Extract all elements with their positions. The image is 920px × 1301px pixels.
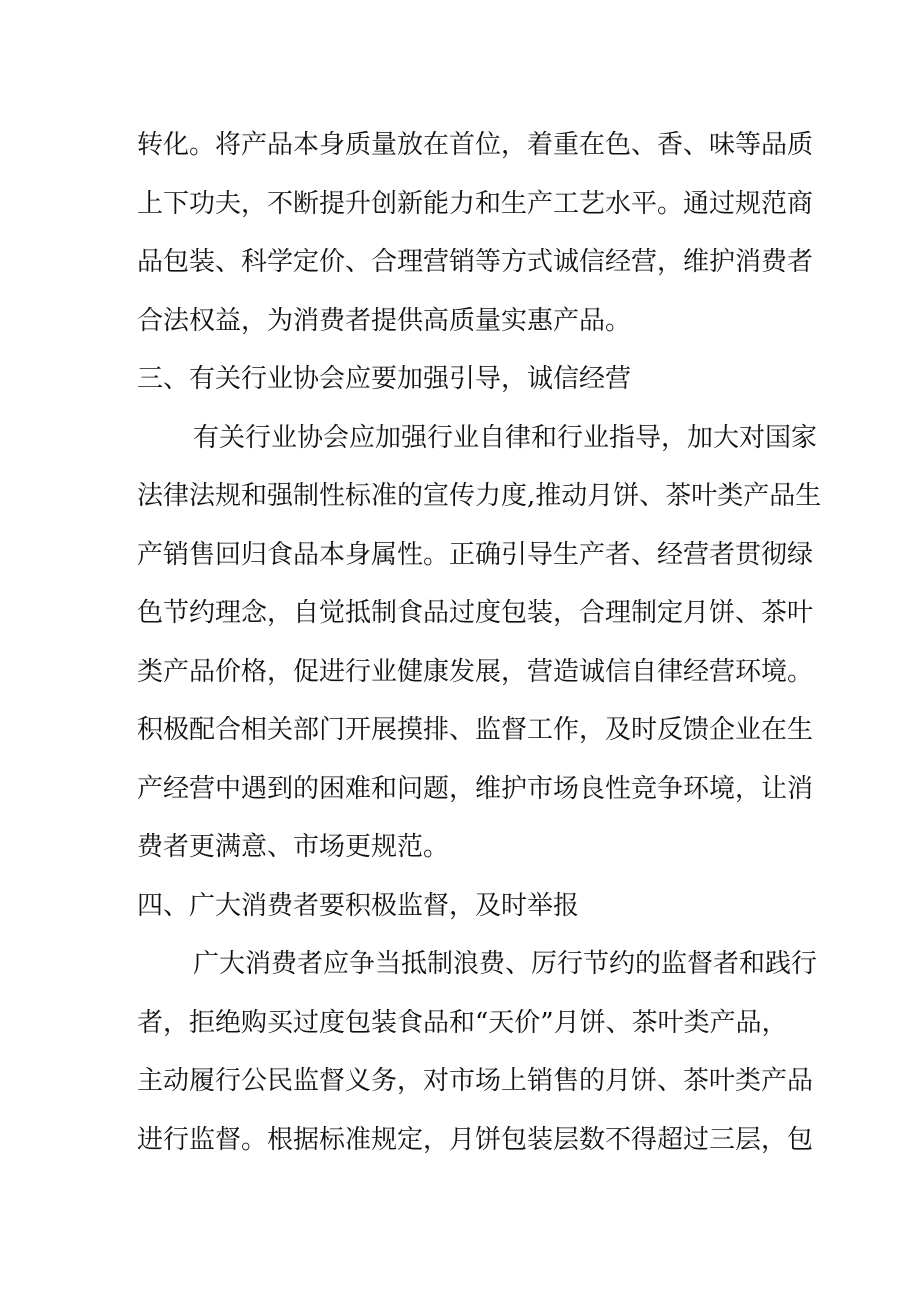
text-line: 积极配合相关部门开展摸排、监督工作，及时反馈企业在生 [137,715,814,745]
text-line: 转化。将产品本身质量放在首位，着重在色、香、味等品质 [137,130,814,160]
text-line: 色节约理念，自觉抵制食品过度包装，合理制定月饼、茶叶 [137,598,814,628]
paragraph-3 [137,935,818,1169]
paragraph-1 [137,116,814,350]
paragraph-2 [137,409,822,877]
section-heading-3: 三、有关行业协会应要加强引导，诚信经营 [137,364,632,394]
text-line: 进行监督。根据标准规定，月饼包装层数不得超过三层，包 [137,1124,814,1155]
section-heading-4: 四、广大消费者要积极监督，及时举报 [137,890,580,921]
text-line: 者，拒绝购买过度包装食品和“天价”月饼、茶叶类产品， [137,1007,788,1038]
document-body [137,116,822,1169]
text-line: 类产品价格，促进行业健康发展，营造诚信自律经营环境。 [137,656,814,687]
text-line: 费者更满意、市场更规范。 [137,832,450,862]
text-line: 主动履行公民监督义务，对市场上销售的月饼、茶叶类产品 [137,1066,814,1096]
text-line: 上下功夫，不断提升创新能力和生产工艺水平。通过规范商 [137,188,814,219]
text-line: 产销售回归食品本身属性。正确引导生产者、经营者贯彻绿 [137,539,814,570]
text-line: 合法权益，为消费者提供高质量实惠产品。 [137,305,632,336]
text-line: 广大消费者应争当抵制浪费、厉行节约的监督者和践行 [193,949,818,979]
text-line: 有关行业协会应加强行业自律和行业指导，加大对国家 [193,422,818,453]
text-line: 品包装、科学定价、合理营销等方式诚信经营，维护消费者 [137,247,814,277]
text-line: 法律法规和强制性标准的宣传力度,推动月饼、茶叶类产品生 [137,481,822,511]
text-line: 产经营中遇到的困难和问题，维护市场良性竞争环境，让消 [137,773,814,804]
